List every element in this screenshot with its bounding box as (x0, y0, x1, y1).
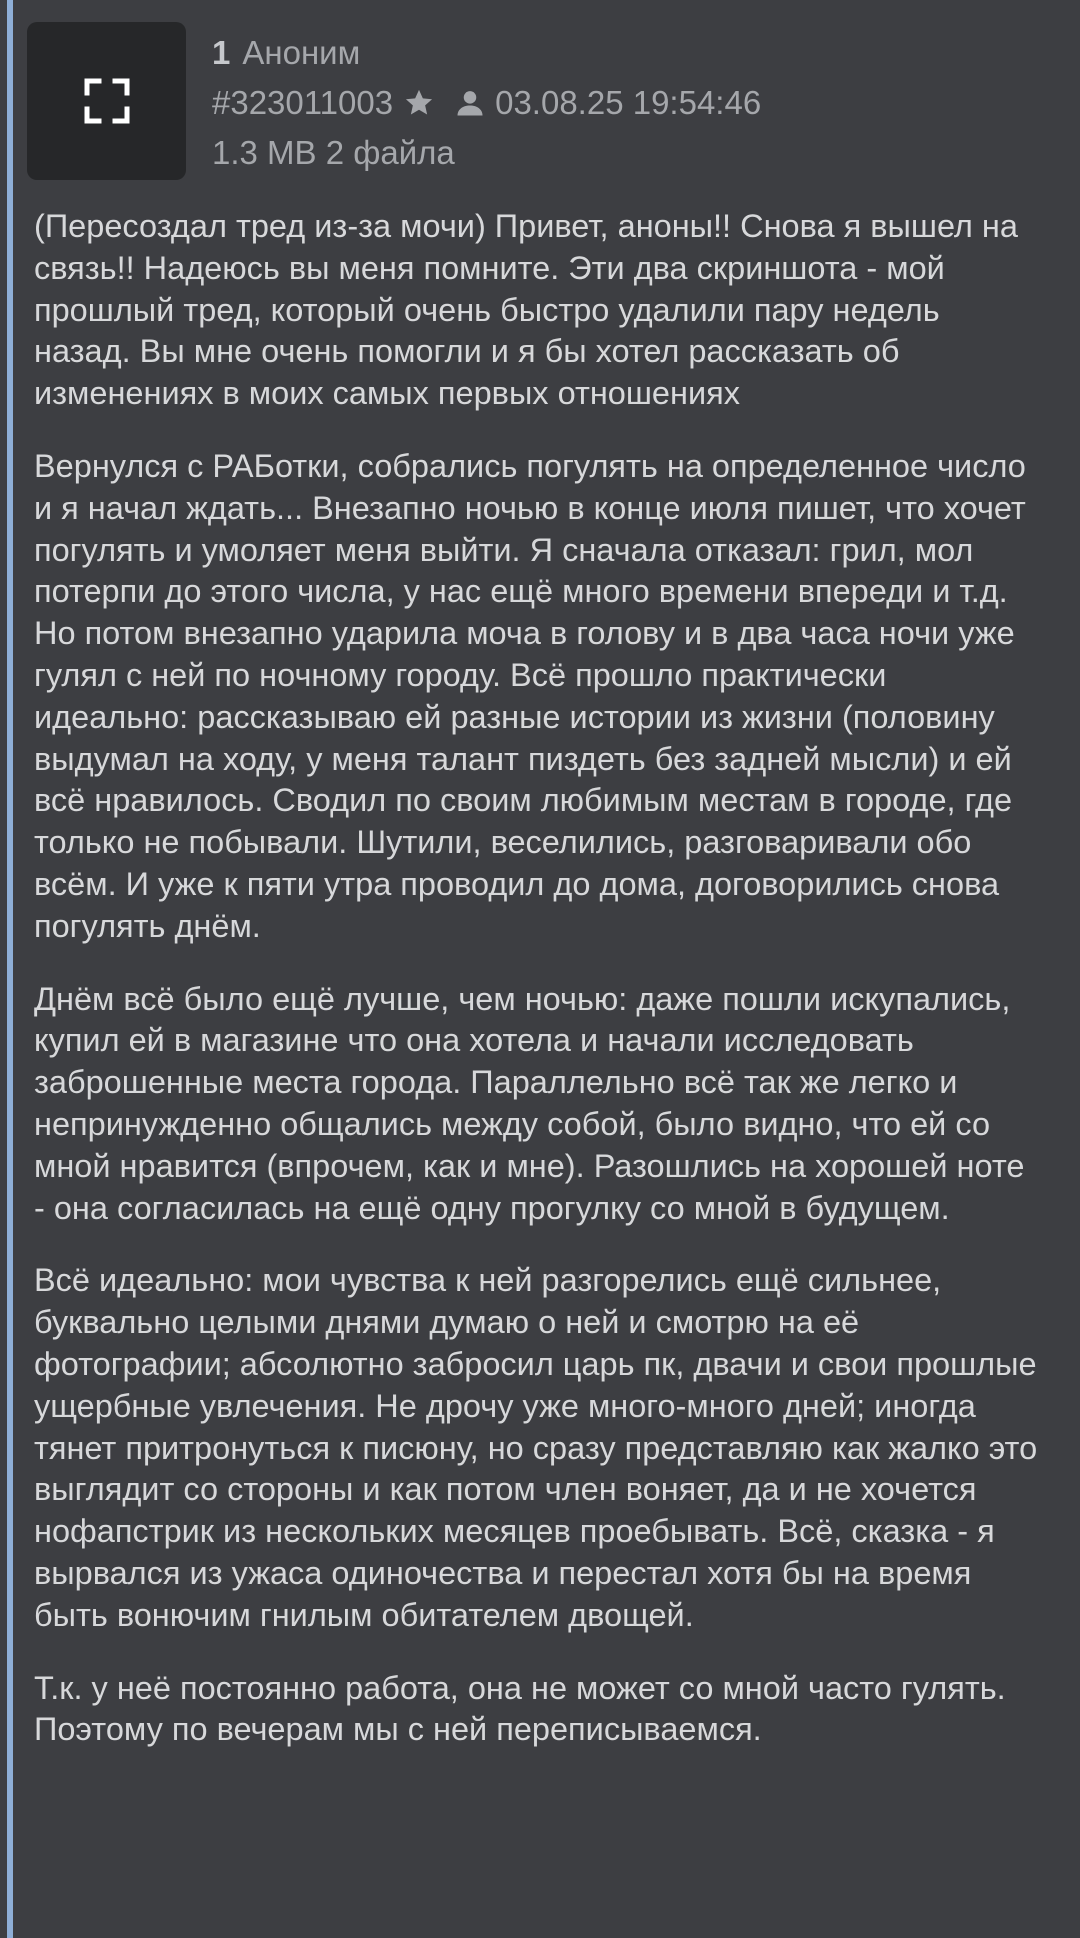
post-paragraph: Т.к. у неё постоянно работа, она не может со мной часто гулять. Поэтому по вечерам мы с ней переписываемся. (34, 1669, 1006, 1748)
post-paragraph: Всё идеально: мои чувства к ней разгорелись ещё сильнее, буквально целыми днями думаю о ней и смотрю на её фотографии; абсолютно забросил царь пк, двачи и свои прошлые ущербные увлечения. Не дрочу уже много-много дней; иногда тянет притронуться к писюну, но сразу представляю как жалко это выглядит со стороны и как потом член воняет, да и не хочется нофапстрик из нескольких месяцев проебывать. Всё, сказка - я вырвался из ужаса одиночества и перестал хотя бы на время быть вонючим гнилым обитателем двощей. (34, 1262, 1038, 1633)
post-id[interactable]: #323011003 (212, 84, 394, 121)
post-paragraph: (Пересоздал тред из-за мочи) Привет, аноны!! Снова я вышел на связь!! Надеюсь вы меня помните. Эти два скриншота - мой прошлый тред, который очень быстро удалили пару недель назад. Вы мне очень помогли и я бы хотел рассказать об изменениях в моих самых первых отношениях (34, 208, 1018, 412)
post-date: 03.08.25 19:54:46 (495, 84, 762, 121)
fullscreen-icon (84, 78, 130, 124)
post-header (212, 28, 761, 178)
post-accent-bar (7, 0, 13, 1938)
file-info: 1.3 MB 2 файла (212, 134, 455, 171)
attachment-thumbnail[interactable] (27, 22, 186, 180)
post-number[interactable]: 1 (212, 34, 231, 71)
user-icon (455, 87, 485, 119)
star-icon[interactable] (403, 87, 435, 119)
post-paragraph: Вернулся с РАБотки, собрались погулять на определенное число и я начал ждать... Внезапно ночью в конце июля пишет, что хочет погулять и умоляет меня выйти. Я сначала отказал: грил, мол потерпи до этого числа, у нас ещё много времени впереди и т.д. Но потом внезапно ударила моча в голову и в два часа ночи уже гулял с ней по ночному городу. Всё прошло практически идеально: рассказываю ей разные истории из жизни (половину выдумал на ходу, у меня талант пиздеть без задней мысли) и ей всё нравилось. Сводил по своим любимым местам в городе, где только не побывали. Шутили, веселились, разговаривали обо всём. И уже к пяти утра проводил до дома, договорились снова погулять днём. (34, 447, 1026, 944)
post-author: Аноним (242, 34, 361, 71)
post-body (34, 206, 1044, 1782)
post-paragraph: Днём всё было ещё лучше, чем ночью: даже пошли искупались, купил ей в магазине что она хотела и начали исследовать заброшенные места города. Параллельно всё так же легко и непринужденно общались между собой, было видно, что ей со мной нравится (впрочем, как и мне). Разошлись на хорошей ноте - она согласилась на ещё одну прогулку со мной в будущем. (34, 980, 1025, 1226)
